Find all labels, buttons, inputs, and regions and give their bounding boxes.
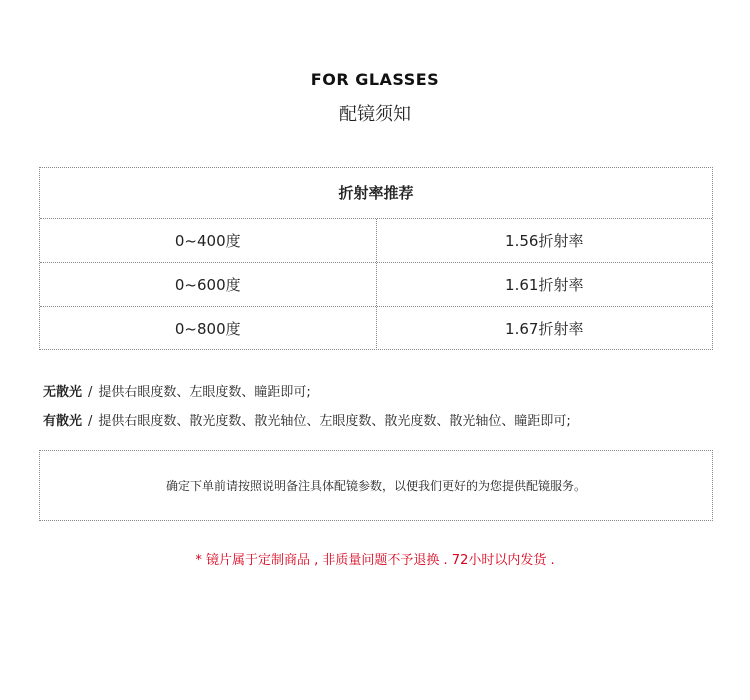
table-row [40, 219, 712, 263]
order-instruction-box [39, 450, 713, 521]
note-label: 有散光 [43, 414, 83, 429]
warning-notice: * 镜片属于定制商品 , 非质量问题不予退换 . 72小时以内发货 . [195, 553, 555, 568]
table-cell-index: 1.67折射率 [505, 320, 584, 338]
note-text: 提供右眼度数、散光度数、散光轴位、左眼度数、散光度数、散光轴位、瞳距即可; [98, 414, 571, 429]
table-cell-range: 0~800度 [40, 307, 377, 350]
table-cell-range: 0~600度 [40, 263, 377, 306]
note-separator: / [88, 414, 93, 429]
table-row [40, 263, 712, 307]
refractive-index-table [39, 167, 713, 350]
header-title-en: FOR GLASSES [310, 70, 440, 89]
note-text: 提供右眼度数、左眼度数、瞳距即可; [98, 385, 311, 400]
table-row [40, 307, 712, 350]
note-no-astigmatism [43, 381, 311, 400]
note-separator: / [88, 385, 93, 400]
header-title-cn: 配镜须知 [339, 104, 411, 125]
table-cell-index: 1.56折射率 [505, 232, 584, 250]
table-cell-index: 1.61折射率 [505, 276, 584, 294]
table-title: 折射率推荐 [40, 168, 712, 219]
note-with-astigmatism [43, 410, 571, 429]
order-instruction-text: 确定下单前请按照说明备注具体配镜参数，以便我们更好的为您提供配镜服务。 [165, 479, 586, 493]
table-cell-range: 0~400度 [40, 219, 377, 262]
note-label: 无散光 [43, 385, 83, 400]
